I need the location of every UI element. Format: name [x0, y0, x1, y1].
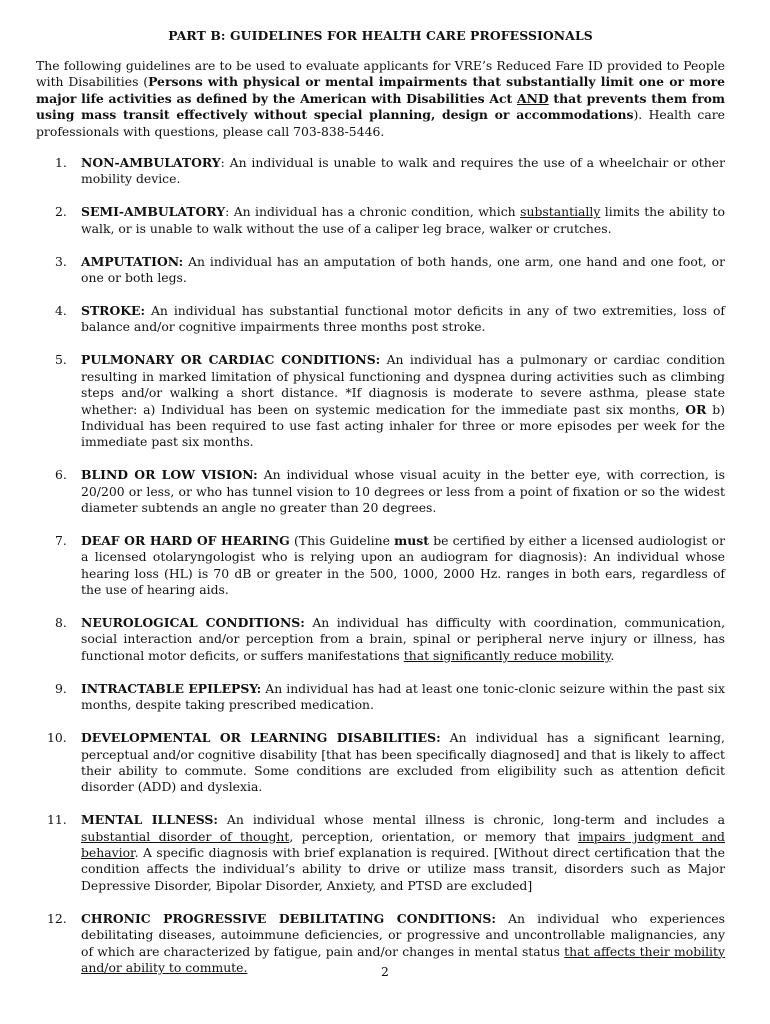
list-item: 7. DEAF OR HARD OF HEARING (This Guideline must be certified by either a licensed audiologist or a licensed otolaryngologist who is relying upon an audiogram for diagnosis): An individual whose hearing loss (HL) is 70 dB or greater in the 500, 1000, 2000 Hz. ranges in both ears, regardless of the use of hearing aids. [55, 532, 725, 598]
list-item: 9. INTRACTABLE EPILEPSY: An individual has had at least one tonic-clonic seizure within the past six months, despite taking prescribed medication. [55, 680, 725, 713]
page-number: 2 [381, 964, 389, 979]
list-item: 4. STROKE: An individual has substantial functional motor deficits in any of two extremities, loss of balance and/or cognitive impairments three months post stroke. [55, 302, 725, 335]
intro-paragraph: The following guidelines are to be used to evaluate applicants for VRE’s Reduced Fare ID provided to People with Disabilities (Persons with physical or mental impairments that substantially limit one or more major life activities as defined by the American with Disabilities Act AND that prevents them from using mass transit effectively without special planning, design or accommodations). Health care professionals with questions, please call 703-838-5446. [36, 58, 726, 139]
list-item: 6. BLIND OR LOW VISION: An individual whose visual acuity in the better eye, with correction, is 20/200 or less, or who has tunnel vision to 10 degrees or less from a point of fixation or so the widest diameter subtends an angle no greater than 20 degrees. [55, 467, 725, 516]
list-item: 8. NEUROLOGICAL CONDITIONS: An individual has difficulty with coordination, communication, social interaction and/or perception from a brain, spinal or peripheral nerve injury or illness, has functional motor deficits, or suffers manifestations that significantly reduce mobility. [55, 615, 726, 663]
page-title: PART B: GUIDELINES FOR HEALTH CARE PROFESSIONALS [168, 28, 593, 43]
list-item: 11. MENTAL ILLNESS: An individual whose mental illness is chronic, long-term and includes a substantial disorder of thought, perception, orientation, or memory that impairs judgment and behavior. A specific diagnosis with brief explanation is required. [Without direct certification that the condition affects the individual’s ability to drive or utilize mass transit, disorders such as Major Depressive Disorder, Bipolar Disorder, Anxiety, and PTSD are excluded] [47, 812, 725, 893]
list-item: 12. CHRONIC PROGRESSIVE DEBILITATING CONDITIONS: An individual who experiences debilitating diseases, autoimmune deficiencies, or progressive and uncontrollable malignancies, any of which are characterized by fatigue, pain and/or changes in mental status that affects their mobility and/or ability to commute. [47, 910, 725, 975]
document-page [36, 22, 725, 993]
list-item: 10. DEVELOPMENTAL OR LEARNING DISABILITIES: An individual has a significant learning, perceptual and/or cognitive disability [that has been specifically diagnosed] and that is likely to affect their ability to commute. Some conditions are excluded from eligibility such as attention deficit disorder (ADD) and dyslexia. [47, 730, 725, 795]
guidelines-list [36, 155, 725, 976]
list-item: 1. NON-AMBULATORY: An individual is unable to walk and requires the use of a wheelchair or other mobility device. [55, 155, 725, 187]
list-item: 3. AMPUTATION: An individual has an amputation of both hands, one arm, one hand and one foot, or one or both legs. [55, 253, 725, 286]
list-item: 2. SEMI-AMBULATORY: An individual has a chronic condition, which substantially limits the ability to walk, or is unable to walk without the use of a caliper leg brace, walker or crutches. [55, 204, 725, 236]
list-item: 5. PULMONARY OR CARDIAC CONDITIONS: An individual has a pulmonary or cardiac condition resulting in marked limitation of physical functioning and dyspnea during activities such as climbing steps and/or walking a short distance. *If diagnosis is moderate to severe asthma, please state whether: a) Individual has been on systemic medication for the immediate past six months, OR b) Individual has been required to use fast acting inhaler for three or more episodes per week for the immediate past six months. [55, 352, 726, 450]
